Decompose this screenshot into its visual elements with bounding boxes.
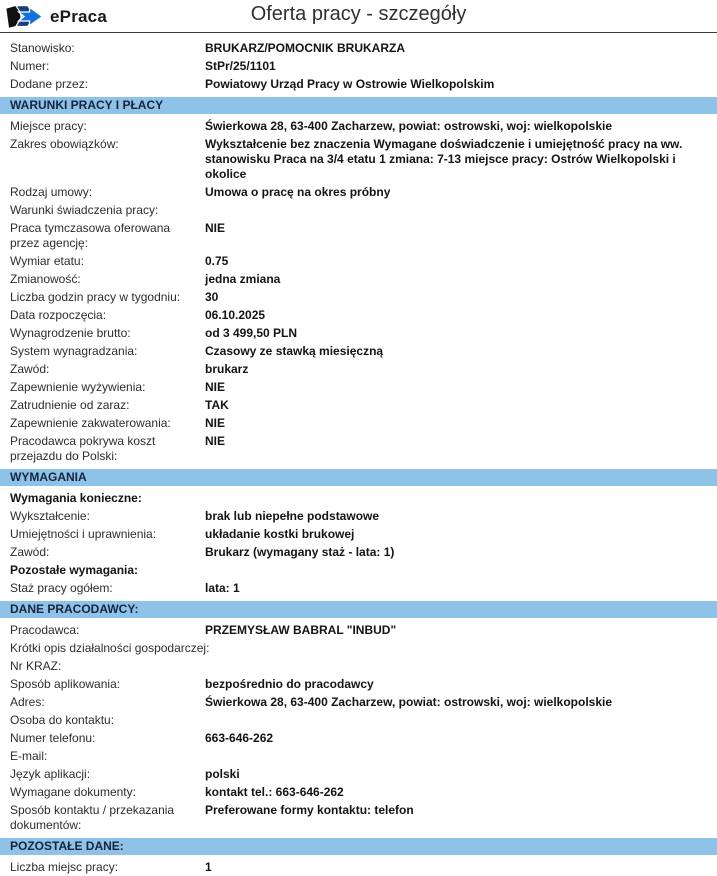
field-value: brukarz (205, 361, 249, 376)
field-value: NIE (205, 379, 226, 394)
field-row (0, 543, 717, 561)
field-value (205, 659, 707, 674)
field-value: lata: 1 (205, 580, 240, 595)
field-row (0, 306, 717, 324)
field-label: Zapewnienie zakwaterowania: (10, 415, 171, 430)
field-label: Wymiar etatu: (10, 253, 84, 268)
field-row (0, 135, 717, 183)
field-label: Osoba do kontaktu: (10, 712, 115, 727)
field-row (0, 579, 717, 597)
field-value: 06.10.2025 (205, 307, 266, 322)
field-row (0, 324, 717, 342)
field-value: jedna zmiana (205, 271, 281, 286)
field-row (0, 252, 717, 270)
field-label: Umiejętności i uprawnienia: (10, 526, 157, 541)
subsection-heading-label: Wymagania konieczne: (10, 490, 142, 505)
field-value: NIE (205, 220, 226, 235)
field-row (0, 729, 717, 747)
field-label: Sposób aplikowania: (10, 676, 121, 691)
field-label: Pracodawca: (10, 622, 80, 637)
field-label: Wykształcenie: (10, 508, 90, 523)
field-value: Wykształcenie bez znaczenia Wymagane doświadczenie i umiejętność pracy na ww. stanowisku Praca na 3/4 etatu 1 zmiana: 7-13 miejsce pracy: Ostrów Wielkopolski i okolice (205, 136, 683, 181)
field-value: Preferowane formy kontaktu: telefon (205, 802, 414, 817)
field-value (205, 749, 707, 764)
field-value: od 3 499,50 PLN (205, 325, 298, 340)
field-row (0, 711, 717, 729)
field-value: Powiatowy Urząd Pracy w Ostrowie Wielkopolskim (205, 76, 495, 91)
job-offer-content (0, 33, 717, 876)
field-value: Świerkowa 28, 63-400 Zacharzew, powiat: ostrowski, woj: wielkopolskie (205, 694, 613, 709)
field-row (0, 525, 717, 543)
field-label: Krótki opis działalności gospodarczej: (10, 640, 210, 655)
field-value: Brukarz (wymagany staż - lata: 1) (205, 544, 395, 559)
epraca-logo-icon (5, 3, 45, 30)
field-row (0, 675, 717, 693)
field-value: 30 (205, 289, 219, 304)
field-value (205, 713, 707, 728)
section-header-bar: WARUNKI PRACY I PŁACY (0, 97, 717, 114)
field-value (217, 641, 707, 656)
field-label: Zapewnienie wyżywienia: (10, 379, 146, 394)
field-label: Numer: (10, 58, 50, 73)
field-row (0, 507, 717, 525)
subsection-heading-label: Pozostałe wymagania: (10, 562, 139, 577)
field-row (0, 183, 717, 201)
field-row (0, 57, 717, 75)
field-row (0, 783, 717, 801)
field-value: NIE (205, 415, 226, 430)
field-row (0, 414, 717, 432)
field-label: Miejsce pracy: (10, 118, 87, 133)
field-row (0, 396, 717, 414)
field-value: 1 (205, 859, 212, 874)
field-row (0, 657, 717, 675)
field-row (0, 342, 717, 360)
section-header-bar: WYMAGANIA (0, 469, 717, 486)
page-title: Oferta pracy - szczegóły (250, 3, 467, 25)
field-row (0, 39, 717, 57)
field-label: Język aplikacji: (10, 766, 91, 781)
field-row (0, 270, 717, 288)
field-value: polski (205, 766, 240, 781)
field-label: Zawód: (10, 544, 50, 559)
field-label: Stanowisko: (10, 40, 75, 55)
field-value: 663-646-262 (205, 730, 274, 745)
field-label: Zatrudnienie od zaraz: (10, 397, 130, 412)
field-row (0, 360, 717, 378)
field-value: TAK (205, 397, 229, 412)
field-label: Adres: (10, 694, 45, 709)
field-value: 0.75 (205, 253, 229, 268)
epraca-logo (5, 3, 107, 30)
field-label: Zakres obowiązków: (10, 136, 119, 151)
field-label: Zmianowość: (10, 271, 81, 286)
field-value: NIE (205, 433, 226, 448)
field-value: kontakt tel.: 663-646-262 (205, 784, 344, 799)
field-value: układanie kostki brukowej (205, 526, 355, 541)
field-row (0, 75, 717, 93)
field-row (0, 432, 717, 465)
field-label: Praca tymczasowa oferowana przez agencję: (10, 220, 171, 250)
field-label: E-mail: (10, 748, 48, 763)
field-row (0, 801, 717, 834)
field-row (0, 858, 717, 876)
field-row (0, 288, 717, 306)
field-value: PRZEMYSŁAW BABRAL "INBUD" (205, 622, 397, 637)
field-row (0, 621, 717, 639)
field-value: Świerkowa 28, 63-400 Zacharzew, powiat: ostrowski, woj: wielkopolskie (205, 118, 613, 133)
field-value: StPr/25/1101 (205, 58, 276, 73)
field-row (0, 378, 717, 396)
field-value: bezpośrednio do pracodawcy (205, 676, 374, 691)
subsection-heading (0, 489, 717, 507)
section-header-bar: DANE PRACODAWCY: (0, 601, 717, 618)
field-label: System wynagradzania: (10, 343, 138, 358)
field-value (205, 203, 707, 218)
field-label: Dodane przez: (10, 76, 89, 91)
field-row (0, 117, 717, 135)
field-value: BRUKARZ/POMOCNIK BRUKARZA (205, 40, 405, 55)
field-label: Liczba miejsc pracy: (10, 859, 119, 874)
field-row (0, 693, 717, 711)
field-label: Staż pracy ogółem: (10, 580, 113, 595)
field-label: Liczba godzin pracy w tygodniu: (10, 289, 181, 304)
field-value: brak lub niepełne podstawowe (205, 508, 380, 523)
field-label: Numer telefonu: (10, 730, 96, 745)
field-row (0, 219, 717, 252)
section-header-bar: POZOSTAŁE DANE: (0, 838, 717, 855)
field-row (0, 747, 717, 765)
field-row (0, 201, 717, 219)
field-row (0, 639, 717, 657)
field-value: Umowa o pracę na okres próbny (205, 184, 391, 199)
epraca-logo-text: ePraca (50, 6, 107, 26)
subsection-heading (0, 561, 717, 579)
field-row (0, 765, 717, 783)
field-label: Wynagrodzenie brutto: (10, 325, 131, 340)
page-header (0, 0, 717, 33)
field-label: Rodzaj umowy: (10, 184, 93, 199)
field-label: Pracodawca pokrywa koszt przejazdu do Polski: (10, 433, 156, 463)
field-label: Warunki świadczenia pracy: (10, 202, 159, 217)
field-label: Sposób kontaktu / przekazania dokumentów: (10, 802, 175, 832)
field-label: Wymagane dokumenty: (10, 784, 136, 799)
field-label: Nr KRAZ: (10, 658, 62, 673)
field-label: Data rozpoczęcia: (10, 307, 107, 322)
field-label: Zawód: (10, 361, 50, 376)
field-value: Czasowy ze stawką miesięczną (205, 343, 384, 358)
